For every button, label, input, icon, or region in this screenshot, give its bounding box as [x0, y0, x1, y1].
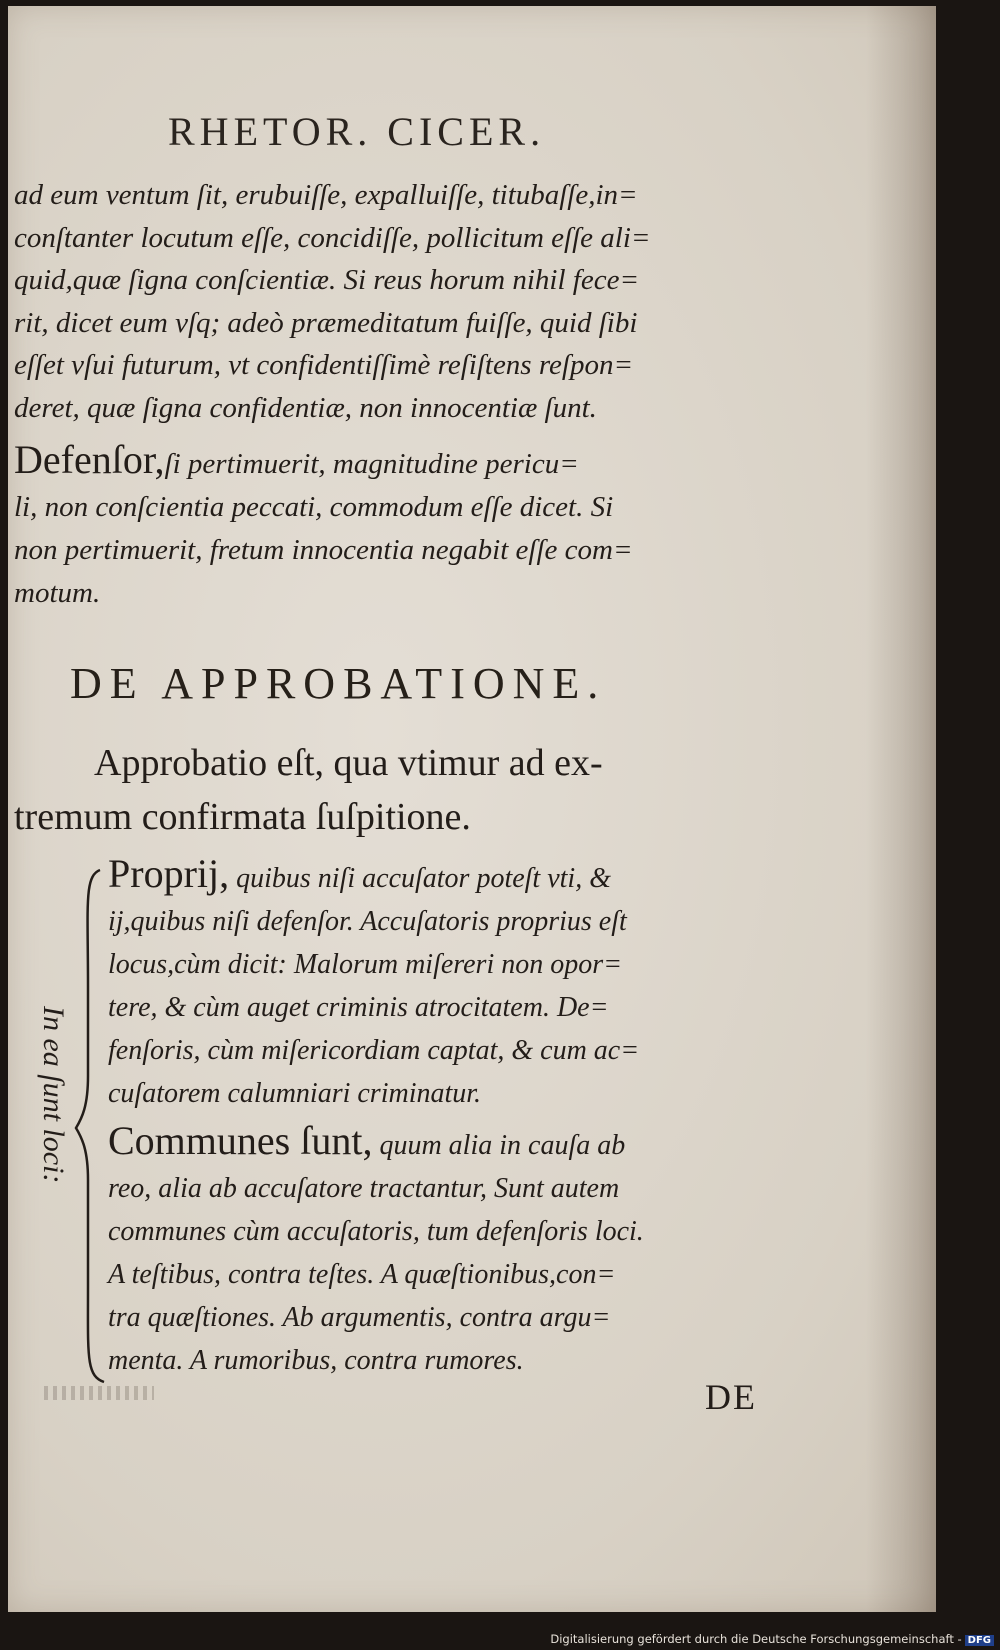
brace-margin-label — [30, 1006, 78, 1246]
text-line: quid,quæ ſigna conſcientiæ. Si reus horum nihil fece= — [14, 264, 640, 296]
footer-text: Digitalisierung gefördert durch die Deutsche Forschungsgemeinschaft - — [550, 1632, 962, 1646]
faded-stamp-mark — [44, 1386, 154, 1400]
digitization-footer — [550, 1632, 994, 1646]
text-line — [108, 852, 808, 900]
text-line: deret, quæ ſigna confidentiæ, non innocentiæ ſunt. — [14, 391, 597, 424]
text-line-rest: ſi pertimuerit, magnitudine pericu= — [164, 448, 579, 480]
book-page — [8, 6, 936, 1612]
section-title: DE APPROBATIONE. — [70, 659, 607, 708]
text-line: menta. A rumoribus, contra rumores. — [108, 1345, 524, 1376]
opening-paragraph — [14, 174, 784, 429]
text-line: Approbatio eſt, qua vtimur ad ex- — [94, 742, 603, 784]
text-line: fenſoris, cùm miſericordiam captat, & cum ac= — [108, 1035, 640, 1066]
entry-lead-word: Communes ſunt, — [108, 1118, 373, 1163]
text-line: tremum confirmata ſuſpitione. — [14, 796, 471, 838]
text-line: motum. — [14, 577, 101, 609]
running-head: RHETOR. CICER. — [168, 109, 546, 154]
text-line: rit, dicet eum vſq; adeò præmeditatum fuiſſe, quid ſibi — [14, 306, 638, 339]
entry-proprij — [108, 852, 808, 1115]
text-line: tere, & cùm auget criminis atrocitatem. De= — [108, 992, 609, 1023]
text-line: tra quæſtiones. Ab argumentis, contra argu= — [108, 1302, 611, 1333]
paragraph-lead-word: Defenſor, — [14, 437, 165, 482]
defensor-paragraph — [14, 438, 784, 615]
brace-label-text: In ea ſunt loci: — [37, 1006, 70, 1184]
text-line-rest: quum alia in cauſa ab — [379, 1130, 626, 1161]
loci-entries — [108, 852, 808, 1382]
text-line — [14, 438, 784, 486]
text-line: conſtanter locutum eſſe, concidiſſe, pollicitum eſſe ali= — [14, 221, 651, 254]
catchword: DE — [705, 1377, 757, 1417]
entry-communes — [108, 1119, 808, 1382]
dfg-logo-icon: DFG — [965, 1635, 994, 1646]
definition-paragraph — [14, 736, 794, 844]
text-line: ad eum ventum ſit, erubuiſſe, expalluiſſe, titubaſſe,in= — [14, 179, 638, 211]
text-line: communes cùm accuſatoris, tum defenſoris loci. — [108, 1216, 644, 1247]
text-line: reo, alia ab accuſatore tractantur, Sunt autem — [108, 1173, 620, 1204]
text-line — [108, 1119, 808, 1167]
text-line: ij,quibus niſi defenſor. Accuſatoris proprius eſt — [108, 906, 627, 937]
text-line: li, non conſcientia peccati, commodum eſſe dicet. Si — [14, 491, 614, 523]
curly-brace-icon — [74, 866, 106, 1386]
page-edge-shadow — [866, 6, 936, 1612]
text-line: eſſet vſui futurum, vt confidentiſſimè reſiſtens reſpon= — [14, 349, 634, 381]
text-line: cuſatorem calumniari criminatur. — [108, 1078, 482, 1109]
text-line: non pertimuerit, fretum innocentia negabit eſſe com= — [14, 534, 633, 566]
text-line-rest: quibus niſi accuſator poteſt vti, & — [236, 863, 611, 894]
text-line: A teſtibus, contra teſtes. A quæſtionibus,con= — [108, 1259, 616, 1290]
text-line: locus,cùm dicit: Malorum miſereri non opor= — [108, 949, 623, 980]
entry-lead-word: Proprij, — [108, 851, 230, 896]
